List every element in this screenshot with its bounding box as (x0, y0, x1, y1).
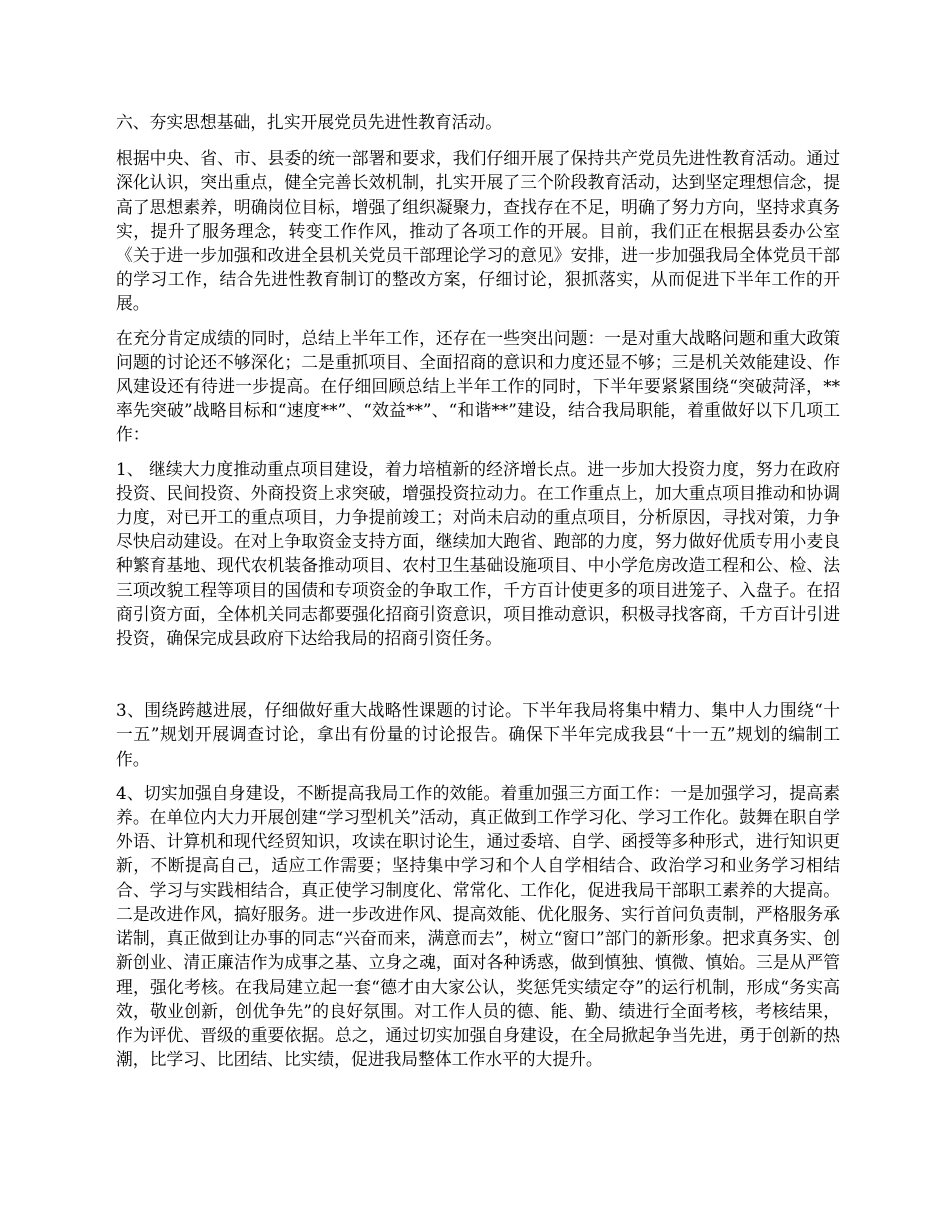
section-heading: 六、夯实思想基础，扎实开展党员先进性教育活动。 (116, 112, 502, 132)
paragraph-item-4-self-building: 4、切实加强自身建设，不断提高我局工作的效能。着重加强三方面工作：一是加强学习，提高素养。在单位内大力开展创建“学习型机关”活动，真正做到工作学习化、学习工作化。鼓舞在职自学外语、计算机和现代经贸知识，攻读在职讨论生，通过委培、自学、函授等多种形式，进行知识更新，不断提高自己，适应工作需要；坚持集中学习和个人自学相结合、政治学习和业务学习相结合、学习与实践相结合，真正使学习制度化、常常化、工作化，促进我局干部职工素养的大提高。二是改进作风，搞好服务。进一步改进作风、提高效能、优化服务、实行首问负责制，严格服务承诺制，真正做到让办事的同志“兴奋而来，满意而去”，树立“窗口”部门的新形象。把求真务实、创新创业、清正廉洁作为成事之基、立身之魂，面对各种诱惑，做到慎独、慎微、慎始。三是从严管理，强化考核。在我局建立起一套“德才由大家公认，奖惩凭实绩定夺”的运行机制，形成“务实高效，敬业创新，创优争先”的良好氛围。对工作人员的德、能、勤、绩进行全面考核，考核结果，作为评优、晋级的重要依据。总之，通过切实加强自身建设，在全局掀起争当先进，勇于创新的热潮，比学习、比团结、比实绩，促进我局整体工作水平的大提升。 (116, 782, 840, 1070)
paragraph-party-education: 根据中央、省、市、县委的统一部署和要求，我们仔细开展了保持共产党员先进性教育活动。通过深化认识，突出重点，健全完善长效机制，扎实开展了三个阶段教育活动，达到坚定理想信念，提高了思想素养，明确岗位目标，增强了组织凝聚力，查找存在不足，明确了努力方向，坚持求真务实，提升了服务理念，转变工作作风，推动了各项工作的开展。目前，我们正在根据县委办公室《关于进一步加强和改进全县机关党员干部理论学习的意见》安排，进一步加强我局全体党员干部的学习工作，结合先进性教育制订的整改方案，仔细讨论，狠抓落实，从而促进下半年工作的开展。 (116, 148, 840, 314)
paragraph-item-1-key-projects: 1、 继续大力度推动重点项目建设，着力培植新的经济增长点。进一步加大投资力度，努力在政府投资、民间投资、外商投资上求突破，增强投资拉动力。在工作重点上，加大重点项目推动和协调力度，对已开工的重点项目，力争提前竣工；对尚未启动的重点项目，分析原因，寻找对策，力争尽快启动建设。在对上争取资金支持方面，继续加大跑省、跑部的力度，努力做好优质专用小麦良种繁育基地、现代农机装备推动项目、农村卫生基础设施项目、中小学危房改造工程和公、检、法三项改貌工程等项目的国债和专项资金的争取工作，千方百计使更多的项目进笼子、入盘子。在招商引资方面，全体机关同志都要强化招商引资意识，项目推动意识，积极寻找客商，千方百计引进投资，确保完成县政府下达给我局的招商引资任务。 (116, 458, 840, 649)
document-body (116, 110, 840, 1081)
paragraph-problems-summary: 在充分肯定成绩的同时，总结上半年工作，还存在一些突出问题：一是对重大战略问题和重大政策问题的讨论还不够深化；二是重抓项目、全面招商的意识和力度还显不够；三是机关效能建设、作风建设还有待进一步提高。在仔细回顾总结上半年工作的同时，下半年要紧紧围绕“突破菏泽，**率先突破”战略目标和“速度**”、“效益**”、“和谐**”建设，结合我局职能，着重做好以下几项工作： (116, 327, 840, 445)
blank-gap (116, 660, 840, 698)
paragraph-item-3-strategic-research: 3、围绕跨越进展，仔细做好重大战略性课题的讨论。下半年我局将集中精力、集中人力围绕“十一五”规划开展调查讨论，拿出有份量的讨论报告。确保下半年完成我县“十一五”规划的编制工作。 (116, 700, 840, 769)
